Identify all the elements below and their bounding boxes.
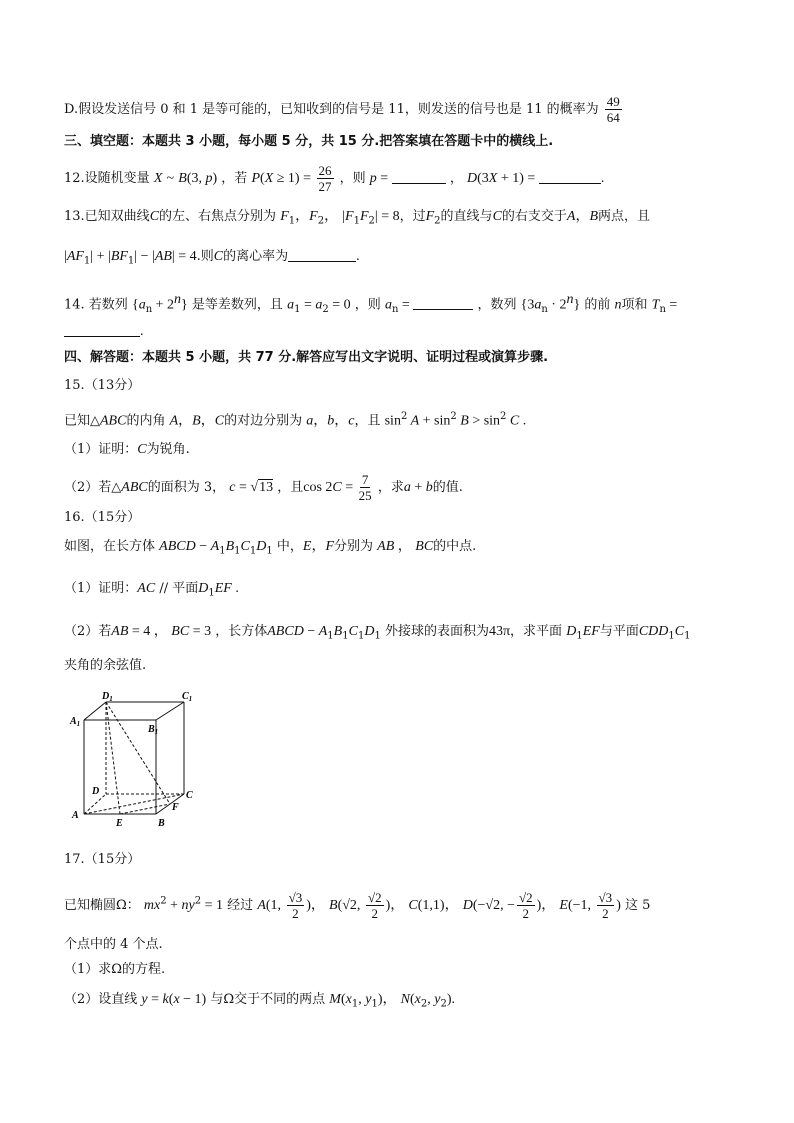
- label-c: C: [186, 790, 193, 801]
- label-a: A: [72, 810, 79, 821]
- label-d: D: [92, 786, 100, 797]
- label-c1: $C_1$: [182, 691, 193, 703]
- option-d-fraction: $\frac{49}{64}$: [606, 94, 620, 125]
- option-d-line: [64, 94, 624, 125]
- section-4-heading: 四、解答题：本题共 5 小题，共 77 分.解答应写出文字说明、证明过程或演算步骤.: [64, 350, 549, 365]
- q12-blank-1[interactable]: [392, 169, 446, 184]
- label-f: F: [172, 802, 179, 813]
- question-17-stem-line-2: 个点中的 4 个点.: [64, 937, 163, 952]
- label-e: E: [116, 818, 123, 829]
- question-13-line-2: $|AF_1| + |BF_1| - |AB| = 4$.则C的离心率为 .: [64, 249, 360, 267]
- section-3-heading: 三、填空题：本题共 3 小题，每小题 5 分，共 15 分.把答案填在答题卡中的横线上.: [64, 134, 554, 149]
- question-15-stem: 已知△ABC的内角 A，B，C的对边分别为 a，b，c，且 $\sin^2 A + \sin^2 B > \sin^2 C$ .: [64, 411, 527, 429]
- label-a1: $A_1$: [70, 716, 81, 728]
- question-16-part-1: （1）证明：AC // 平面$D_1EF$ .: [64, 581, 239, 599]
- question-17-stem: 已知椭圆Ω： $mx^2 + ny^2 = 1$ 经过 A(1, $\frac{√3}{2}$ )， B(√2, $\frac{√2}{2}$ )， C(1,1)， D(−√2, − $\frac{√2}{2}$ )， E(−1, $\frac{√3}{2}$ ) 这 5: [64, 890, 651, 921]
- cuboid-figure: [64, 690, 194, 830]
- q12-blank-2[interactable]: [539, 169, 601, 184]
- question-17-part-1: （1）求Ω的方程.: [64, 962, 166, 977]
- question-15-part-2: （2）若△ABC的面积为 3， c = √13 ，且cos 2C = $\frac{7}{25}$ ，求a + b的值.: [64, 472, 463, 503]
- question-15-score: 15.（13分）: [64, 378, 141, 393]
- label-d1: $D_1$: [102, 691, 113, 703]
- q13-blank[interactable]: [288, 247, 356, 262]
- question-13-line-1: 13.已知双曲线C的左、右焦点分别为 $F_1$，$F_2$， $|F_1F_2| = 8$，过$F_2$的直线与C的右支交于A，B两点，且: [64, 209, 651, 227]
- question-14-line-2: .: [64, 322, 144, 342]
- question-16-part-2-line-2: 夹角的余弦值.: [64, 658, 147, 673]
- label-b1: $B_1$: [148, 724, 159, 736]
- question-12: 12.设随机变量 X ~ B(3, p) ，若 P(X ≥ 1) = $\frac{26}{27}$ ，则 p = ， D(3X + 1) = .: [64, 163, 605, 194]
- question-17-score: 17.（15分）: [64, 852, 141, 867]
- q14-blank-1[interactable]: [413, 295, 473, 310]
- label-b: B: [158, 818, 165, 829]
- question-17-part-2: （2）设直线 y = k(x − 1) 与Ω交于不同的两点 $M(x_1$, $y_1$)， $N(x_2$, $y_2$).: [64, 992, 455, 1010]
- question-15-part-1: （1）证明：C为锐角.: [64, 442, 190, 457]
- question-16-score: 16.（15分）: [64, 510, 141, 525]
- question-14-line-1: 14. 若数列 $\{a_n + 2^n\}$ 是等差数列，且 $a_1 = a_2 = 0$ ，则 $a_n$ = ，数列 $\{3a_n \cdot 2^n\}$ 的前 n项和 $T_n$ =: [64, 292, 678, 315]
- question-16-part-2-line-1: （2）若AB = 4 ， BC = 3 ，长方体ABCD − $A_1B_1C_1D_1$ 外接球的表面积为43π，求平面 $D_1EF$与平面$CDD_1C_1$: [64, 624, 691, 642]
- q14-blank-2[interactable]: [64, 322, 140, 337]
- option-d-text: D.假设发送信号 0 和 1 是等可能的，已知收到的信号是 11，则发送的信号也是 11 的概率为: [64, 102, 599, 117]
- question-16-stem: 如图，在长方体 ABCD − $A_1B_1C_1D_1$ 中，E，F分别为 AB ， BC的中点.: [64, 539, 477, 557]
